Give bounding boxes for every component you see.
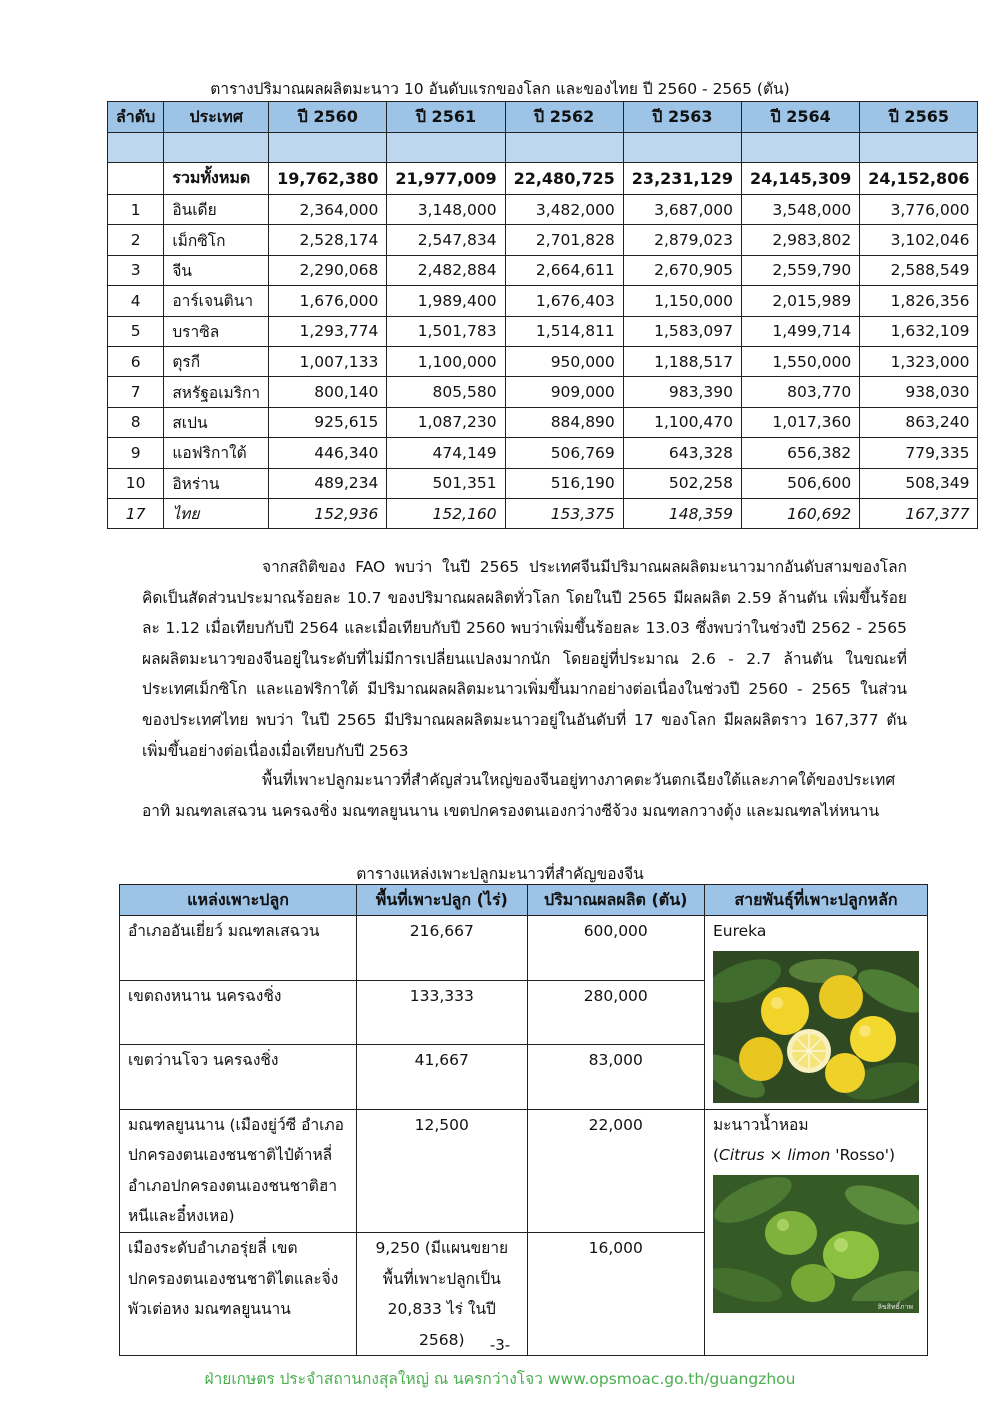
header-area: พื้นที่เพาะปลูก (ไร่): [357, 885, 527, 916]
value-cell: 656,382: [742, 438, 860, 468]
output-cell: 83,000: [527, 1045, 704, 1110]
value-cell: 909,000: [505, 377, 623, 407]
value-cell: 2,364,000: [269, 195, 387, 225]
value-cell: 1,323,000: [860, 346, 978, 376]
value-cell: 2,290,068: [269, 255, 387, 285]
value-cell: 1,499,714: [742, 316, 860, 346]
value-cell: 1,100,000: [387, 346, 505, 376]
area-cell: 9,250 (มีแผนขยายพื้นที่เพาะปลูกเป็น 20,833 ไร่ ในปี 2568): [357, 1232, 527, 1355]
rank-cell: 3: [108, 255, 164, 285]
table-row: [108, 377, 978, 407]
table2-header-row: [120, 885, 928, 916]
value-cell: 3,102,046: [860, 225, 978, 255]
value-cell: 2,528,174: [269, 225, 387, 255]
thailand-value: 152,160: [387, 498, 505, 528]
output-cell: 600,000: [527, 916, 704, 981]
value-cell: 983,390: [623, 377, 741, 407]
value-cell: 2,547,834: [387, 225, 505, 255]
variety-cell-eureka: [704, 916, 927, 1110]
fragrant-lime-photo: [713, 1175, 919, 1313]
header-variety: สายพันธุ์ที่เพาะปลูกหลัก: [704, 885, 927, 916]
header-rank: ลำดับ: [108, 102, 164, 133]
value-cell: 502,258: [623, 468, 741, 498]
area-cell: 12,500: [357, 1109, 527, 1232]
header-year: ปี 2563: [623, 102, 741, 133]
value-cell: 1,583,097: [623, 316, 741, 346]
country-cell: สหรัฐอเมริกา: [164, 377, 269, 407]
value-cell: 805,580: [387, 377, 505, 407]
value-cell: 938,030: [860, 377, 978, 407]
value-cell: 1,150,000: [623, 286, 741, 316]
header-year: ปี 2560: [269, 102, 387, 133]
value-cell: 506,769: [505, 438, 623, 468]
photo-credit-watermark: ลิขสิทธิ์ภาพ: [877, 1302, 913, 1311]
thailand-value: 148,359: [623, 498, 741, 528]
table-row: [108, 195, 978, 225]
table1-caption: ตารางปริมาณผลผลิตมะนาว 10 อันดับแรกของโลก และของไทย ปี 2560 - 2565 (ตัน): [210, 80, 790, 98]
output-cell: 22,000: [527, 1109, 704, 1232]
page-number: -3-: [489, 1336, 511, 1354]
value-cell: 2,015,989: [742, 286, 860, 316]
footer-agency-url: ฝ่ายเกษตร ประจำสถานกงสุลใหญ่ ณ นครกว่างโจว www.opsmoac.go.th/guangzhou: [204, 1370, 796, 1388]
thailand-row: [108, 498, 978, 528]
value-cell: 643,328: [623, 438, 741, 468]
total-value: 24,145,309: [742, 163, 860, 195]
header-year: ปี 2564: [742, 102, 860, 133]
lime-production-table: [107, 101, 978, 529]
variety-cell-rosso: [704, 1109, 927, 1356]
value-cell: 2,559,790: [742, 255, 860, 285]
table-row: [108, 407, 978, 437]
country-cell: แอฟริกาใต้: [164, 438, 269, 468]
value-cell: 1,550,000: [742, 346, 860, 376]
value-cell: 446,340: [269, 438, 387, 468]
area-cell: 216,667: [357, 916, 527, 981]
value-cell: 1,293,774: [269, 316, 387, 346]
variety-scientific-name: (Citrus × limon 'Rosso'): [712, 1146, 896, 1165]
value-cell: 501,351: [387, 468, 505, 498]
header-year: ปี 2561: [387, 102, 505, 133]
rank-cell: 6: [108, 346, 164, 376]
country-cell: สเปน: [164, 407, 269, 437]
source-cell: เขตว่านโจว นครฉงชิ่ง: [120, 1045, 357, 1110]
value-cell: 1,087,230: [387, 407, 505, 437]
table-row: [108, 468, 978, 498]
value-cell: 3,482,000: [505, 195, 623, 225]
total-value: 23,231,129: [623, 163, 741, 195]
table-row: [108, 286, 978, 316]
country-cell: จีน: [164, 255, 269, 285]
table-row: [108, 346, 978, 376]
total-label: รวมทั้งหมด: [164, 163, 269, 195]
table-row: [108, 225, 978, 255]
value-cell: 1,501,783: [387, 316, 505, 346]
total-value: 19,762,380: [269, 163, 387, 195]
country-cell: อิหร่าน: [164, 468, 269, 498]
source-cell: เขตถงหนาน นครฉงชิ่ง: [120, 980, 357, 1045]
country-cell: เม็กซิโก: [164, 225, 269, 255]
value-cell: 950,000: [505, 346, 623, 376]
thailand-rank: 17: [108, 498, 164, 528]
value-cell: 2,983,802: [742, 225, 860, 255]
header-year: ปี 2565: [860, 102, 978, 133]
value-cell: 3,776,000: [860, 195, 978, 225]
value-cell: 2,482,884: [387, 255, 505, 285]
rank-cell: 5: [108, 316, 164, 346]
paragraph-fao-statistics: จากสถิติของ FAO พบว่า ในปี 2565 ประเทศจีนมีปริมาณผลผลิตมะนาวมากอันดับสามของโลก คิดเป็นสัดส่วนประมาณร้อยละ 10.7 ของปริมาณผลผลิตทั่วโลก โดยในปี 2565 มีผลผลิต 2.59 ล้านตัน เพิ่มขึ้นร้อยละ 1.12 เมื่อเทียบกับปี 2564 และเมื่อเทียบกับปี 2560 พบว่าเพิ่มขึ้นร้อยละ 13.03 ซึ่งพบว่าในช่วงปี 2562 - 2565 ผลผลิตมะนาวของจีนอยู่ในระดับที่ไม่มีการเปลี่ยนแปลงมากนัก โดยอยู่ที่ประมาณ 2.6 - 2.7 ล้านตัน ในขณะที่ประเทศเม็กซิโก และแอฟริกาใต้ มีปริมาณผลผลิตมะนาวเพิ่มขึ้นมากอย่างต่อเนื่องในช่วงปี 2560 - 2565 ในส่วนของประเทศไทย พบว่า ในปี 2565 มีปริมาณผลผลิตมะนาวอยู่ในอันดับที่ 17 ของโลก มีผลผลิตราว 167,377 ตัน เพิ่มขึ้นอย่างต่อเนื่องเมื่อเทียบกับปี 2563: [142, 558, 907, 760]
value-cell: 489,234: [269, 468, 387, 498]
source-cell: อำเภออันเยี่ยว์ มณฑลเสฉวน: [120, 916, 357, 981]
rank-cell: 4: [108, 286, 164, 316]
variety-label: มะนาวน้ำหอม: [712, 1115, 809, 1134]
value-cell: 803,770: [742, 377, 860, 407]
value-cell: 3,548,000: [742, 195, 860, 225]
value-cell: 1,007,133: [269, 346, 387, 376]
table-row: [108, 316, 978, 346]
source-cell: มณฑลยูนนาน (เมืองยู่ว์ซี อำเภอปกครองตนเองชนชาติไป๋ต้าหลี่ อำเภอปกครองตนเองชนชาติฮาหนีและอี๋หงเหอ): [120, 1109, 357, 1232]
value-cell: 925,615: [269, 407, 387, 437]
output-cell: 280,000: [527, 980, 704, 1045]
country-cell: ตุรกี: [164, 346, 269, 376]
total-value: 21,977,009: [387, 163, 505, 195]
value-cell: 508,349: [860, 468, 978, 498]
value-cell: 2,664,611: [505, 255, 623, 285]
table-row: [108, 438, 978, 468]
value-cell: 516,190: [505, 468, 623, 498]
value-cell: 2,588,549: [860, 255, 978, 285]
value-cell: 779,335: [860, 438, 978, 468]
variety-label: Eureka: [712, 922, 767, 940]
table-row: [120, 916, 928, 981]
source-cell: เมืองระดับอำเภอรุ่ยลี่ เขตปกครองตนเองชนชาติไตและจิ่งพัวเต่อหง มณฑลยูนนาน: [120, 1232, 357, 1355]
table2-caption: ตารางแหล่งเพาะปลูกมะนาวที่สำคัญของจีน: [356, 865, 644, 883]
area-cell: 133,333: [357, 980, 527, 1045]
country-cell: อาร์เจนตินา: [164, 286, 269, 316]
rank-cell: 7: [108, 377, 164, 407]
thailand-value: 152,936: [269, 498, 387, 528]
value-cell: 1,676,403: [505, 286, 623, 316]
table-row: [120, 1109, 928, 1232]
rank-cell: 1: [108, 195, 164, 225]
value-cell: 863,240: [860, 407, 978, 437]
value-cell: 1,989,400: [387, 286, 505, 316]
thailand-value: 153,375: [505, 498, 623, 528]
total-row: [108, 163, 978, 195]
value-cell: 2,701,828: [505, 225, 623, 255]
output-cell: 16,000: [527, 1232, 704, 1355]
table1-header-row: [108, 102, 978, 133]
value-cell: 3,148,000: [387, 195, 505, 225]
value-cell: 3,687,000: [623, 195, 741, 225]
eureka-lemon-photo: [713, 951, 919, 1103]
header-output: ปริมาณผลผลิต (ตัน): [527, 885, 704, 916]
area-cell: 41,667: [357, 1045, 527, 1110]
table1-blank-row: [108, 133, 978, 163]
value-cell: 1,632,109: [860, 316, 978, 346]
header-country: ประเทศ: [164, 102, 269, 133]
value-cell: 1,188,517: [623, 346, 741, 376]
value-cell: 1,676,000: [269, 286, 387, 316]
value-cell: 800,140: [269, 377, 387, 407]
thailand-value: 167,377: [860, 498, 978, 528]
header-year: ปี 2562: [505, 102, 623, 133]
value-cell: 1,514,811: [505, 316, 623, 346]
total-value: 22,480,725: [505, 163, 623, 195]
value-cell: 1,826,356: [860, 286, 978, 316]
thailand-name: ไทย: [164, 498, 269, 528]
value-cell: 506,600: [742, 468, 860, 498]
paragraph-planting-areas: พื้นที่เพาะปลูกมะนาวที่สำคัญส่วนใหญ่ของจีนอยู่ทางภาคตะวันตกเฉียงใต้และภาคใต้ของประเทศ อาทิ มณฑลเสฉวน นครฉงชิ่ง มณฑลยูนนาน เขตปกครองตนเองกว่างซีจ้วง มณฑลกวางตุ้ง และมณฑลไห่หนาน: [142, 771, 896, 820]
value-cell: 474,149: [387, 438, 505, 468]
thailand-value: 160,692: [742, 498, 860, 528]
value-cell: 2,879,023: [623, 225, 741, 255]
value-cell: 884,890: [505, 407, 623, 437]
country-cell: บราซิล: [164, 316, 269, 346]
header-source: แหล่งเพาะปลูก: [120, 885, 357, 916]
rank-cell: 10: [108, 468, 164, 498]
total-value: 24,152,806: [860, 163, 978, 195]
value-cell: 1,100,470: [623, 407, 741, 437]
rank-cell: 2: [108, 225, 164, 255]
value-cell: 2,670,905: [623, 255, 741, 285]
country-cell: อินเดีย: [164, 195, 269, 225]
value-cell: 1,017,360: [742, 407, 860, 437]
table-row: [108, 255, 978, 285]
rank-cell: 8: [108, 407, 164, 437]
rank-cell: 9: [108, 438, 164, 468]
planting-sources-table: [119, 884, 928, 1356]
